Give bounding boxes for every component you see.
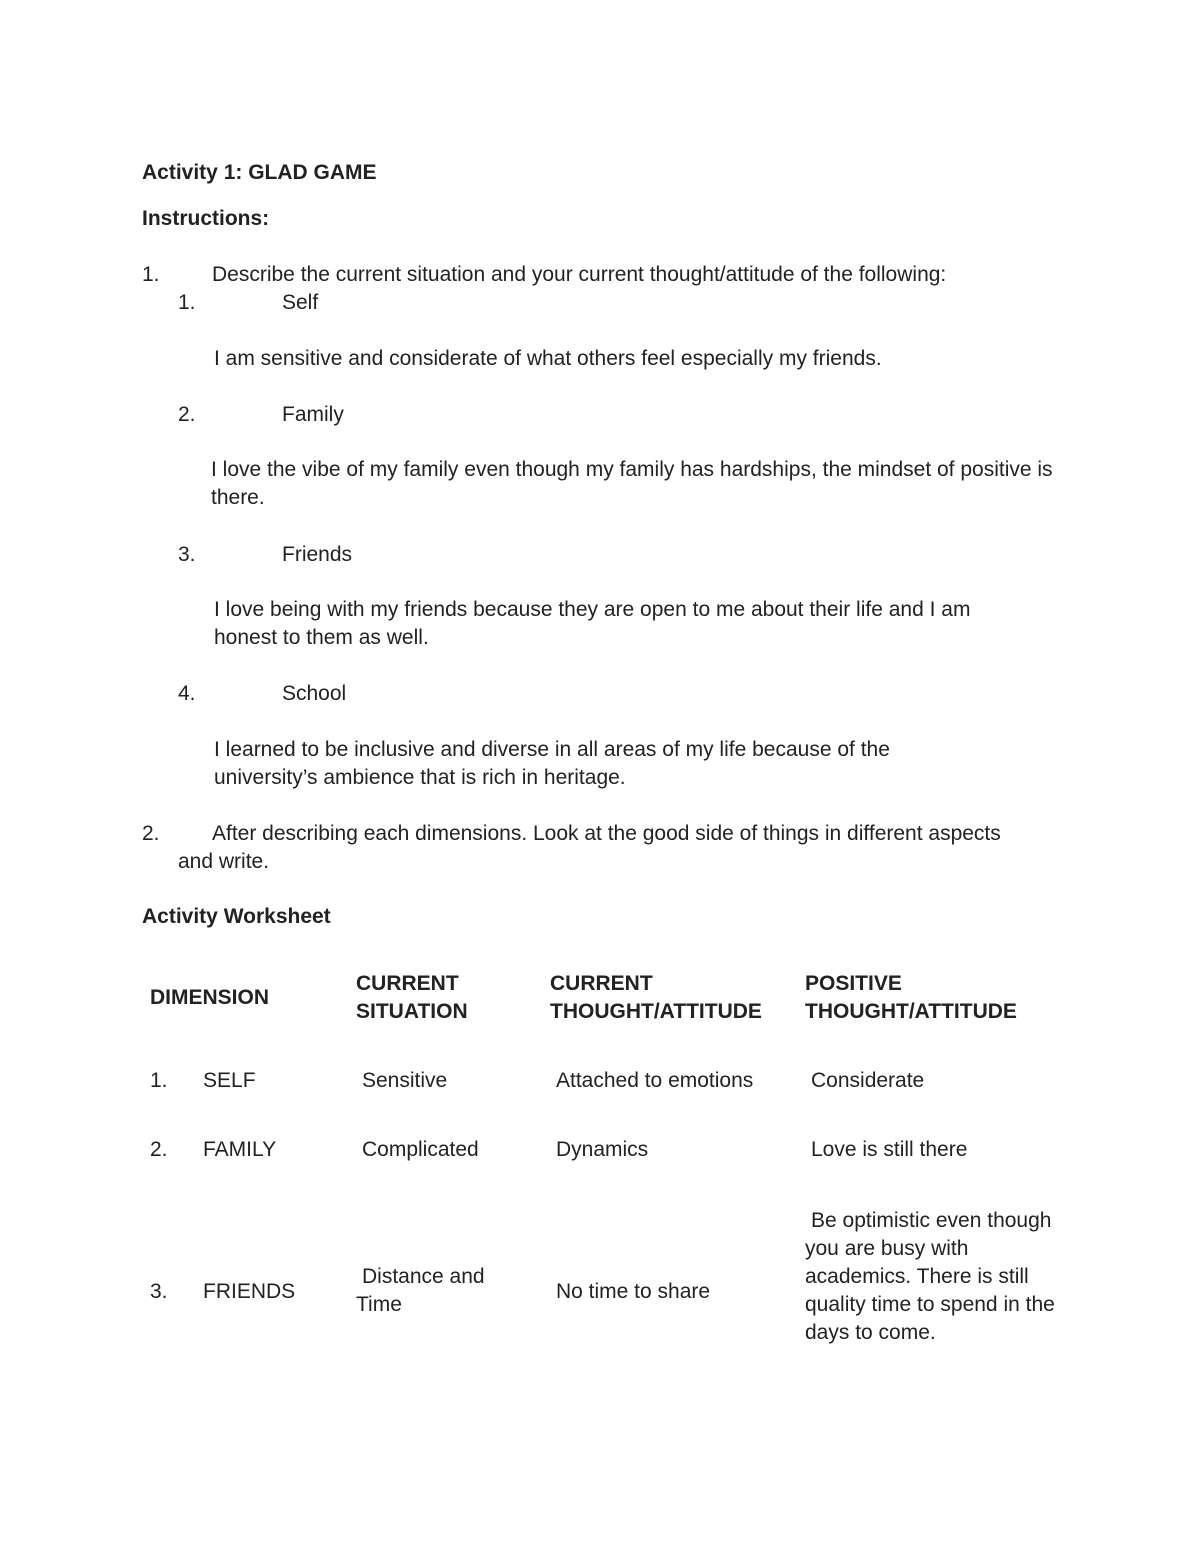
item-school-number: 4. — [178, 682, 196, 705]
column-header-dimension: DIMENSION — [150, 986, 270, 1009]
row-dimension: FAMILY — [203, 1138, 277, 1161]
instructions-heading: Instructions: — [142, 207, 270, 230]
item-family-answer: I love the vibe of my family even though my family has hardships, the mindset of positive is there. — [211, 458, 1053, 509]
item-school-answer: I learned to be inclusive and diverse in all areas of my life because of the university’s ambience that is rich in heritage. — [214, 738, 890, 789]
item-school-label: School — [282, 682, 347, 705]
row-current-situation: Sensitive — [362, 1069, 448, 1092]
worksheet-heading: Activity Worksheet — [142, 905, 331, 928]
column-header-current-thought: CURRENT THOUGHT/ATTITUDE — [550, 972, 762, 1023]
item-friends-answer: I love being with my friends because they are open to me about their life and I am honest to them as well. — [214, 598, 971, 649]
column-header-positive-thought: POSITIVE THOUGHT/ATTITUDE — [805, 972, 1017, 1023]
step2-number: 2. — [142, 822, 160, 845]
row-positive-thought: Be optimistic even though you are busy with academics. There is still quality time to spend in the days to come. — [805, 1209, 1055, 1344]
step1-text: Describe the current situation and your current thought/attitude of the following: — [212, 263, 947, 286]
row-number: 3. — [150, 1280, 168, 1303]
item-family-label: Family — [282, 403, 344, 426]
item-self-answer: I am sensitive and considerate of what others feel especially my friends. — [214, 347, 882, 370]
row-positive-thought: Considerate — [811, 1069, 925, 1092]
column-header-current-situation: CURRENT SITUATION — [356, 972, 468, 1023]
item-friends-number: 3. — [178, 543, 196, 566]
item-self-number: 1. — [178, 291, 196, 314]
item-self-label: Self — [282, 291, 319, 314]
step2-text: After describing each dimensions. Look at the good side of things in different aspects and write. — [178, 822, 1001, 873]
document-title: Activity 1: GLAD GAME — [142, 161, 377, 184]
item-friends-label: Friends — [282, 543, 353, 566]
row-current-thought: Attached to emotions — [556, 1069, 754, 1092]
row-current-thought: Dynamics — [556, 1138, 649, 1161]
row-dimension: FRIENDS — [203, 1280, 296, 1303]
row-positive-thought: Love is still there — [811, 1138, 968, 1161]
row-current-situation: Complicated — [362, 1138, 479, 1161]
row-dimension: SELF — [203, 1069, 256, 1092]
item-family-number: 2. — [178, 403, 196, 426]
row-current-situation: Distance and Time — [356, 1265, 485, 1316]
row-number: 1. — [150, 1069, 168, 1092]
row-current-thought: No time to share — [556, 1280, 711, 1303]
step1-number: 1. — [142, 263, 160, 286]
row-number: 2. — [150, 1138, 168, 1161]
